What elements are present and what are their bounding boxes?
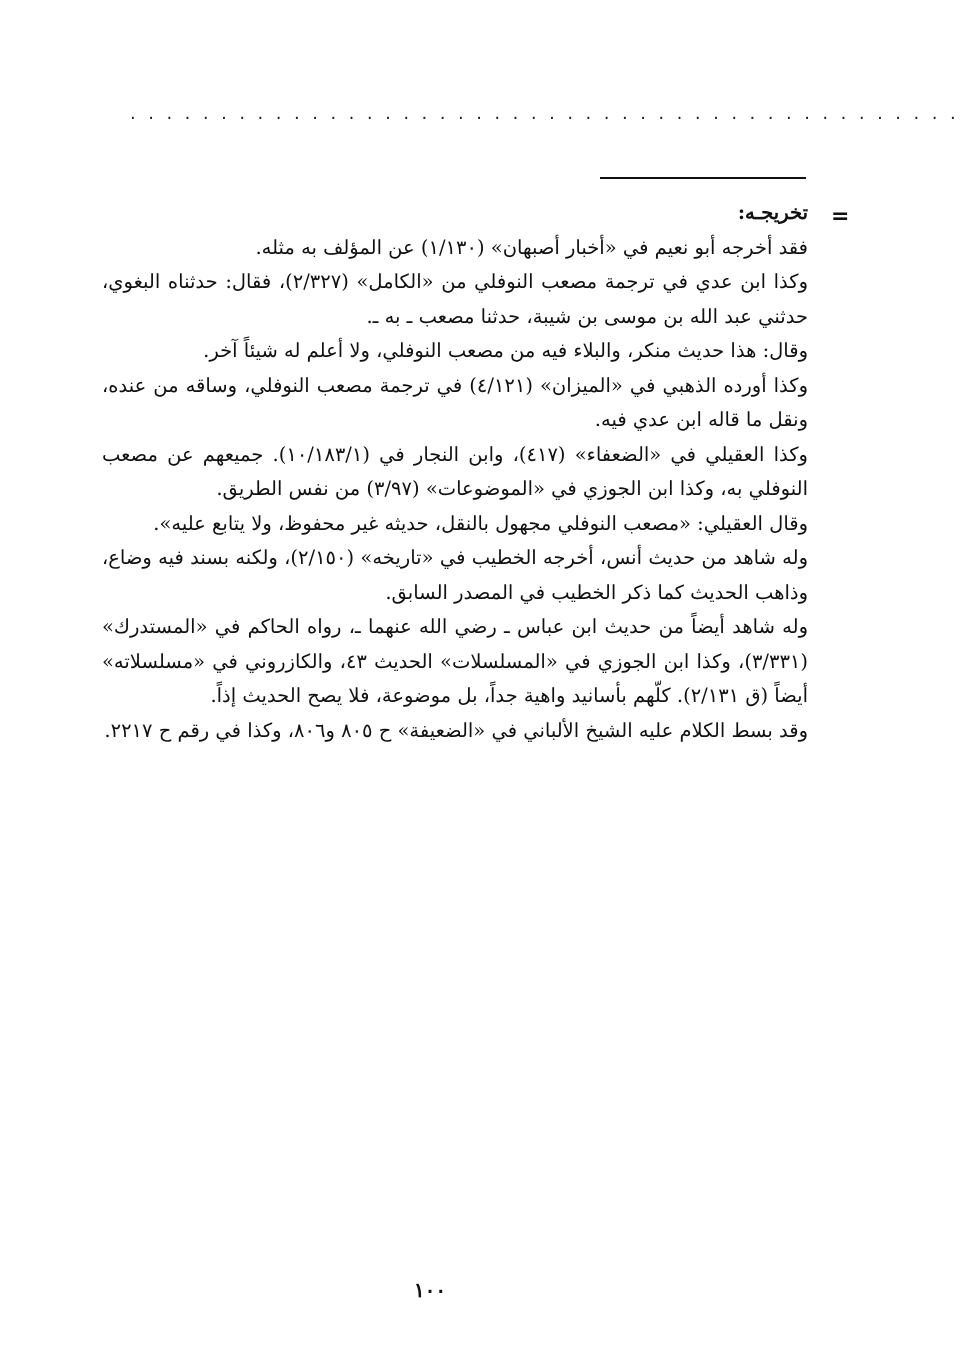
dotted-separator: .............................................. <box>130 103 968 124</box>
paragraph-ibn-adi: وكذا ابن عدي في ترجمة مصعب النوفلي من «الكامل» (٢/٣٢٧)، فقال: حدثناه البغوي، حدثني عبد الله بن موسى بن شيبة، حدثنا مصعب ـ به ـ. <box>102 270 808 328</box>
paragraph-dhahabi: وكذا أورده الذهبي في «الميزان» (٤/١٢١) في ترجمة مصعب النوفلي، وساقه من عنده، ونقل ما قاله ابن عدي فيه. <box>102 373 808 431</box>
paragraph-ibn-adi-verdict: وقال: هذا حديث منكر، والبلاء فيه من مصعب النوفلي، ولا أعلم له شيئاً آخر. <box>203 339 808 362</box>
margin-mark: = <box>831 204 850 229</box>
takhrij-section <box>102 196 808 748</box>
page-number: ١٠٠ <box>413 1278 447 1302</box>
paragraph-anas-witness: وله شاهد من حديث أنس، أخرجه الخطيب في «تاريخه» (٢/١٥٠)، ولكنه بسند فيه وضاع، وذاهب الحديث كما ذكر الخطيب في المصدر السابق. <box>102 546 808 604</box>
paragraph-uqayli-verdict: وقال العقيلي: «مصعب النوفلي مجهول بالنقل، حديثه غير محفوظ، ولا يتابع عليه». <box>153 511 808 535</box>
paragraph-uqayli: وكذا العقيلي في «الضعفاء» (٤١٧)، وابن النجار في (١٠/١٨٣/١). جميعهم عن مصعب النوفلي به، وكذا ابن الجوزي في «الموضوعات» (٣/٩٧) من نفس الطريق. <box>102 442 808 500</box>
section-heading: تخريجـه: <box>737 201 808 224</box>
paragraph-abu-nuaym: فقد أخرجه أبو نعيم في «أخبار أصبهان» (١/١٣٠) عن المؤلف به مثله. <box>255 235 808 259</box>
paragraph-albani: وقد بسط الكلام عليه الشيخ الألباني في «الضعيفة» ح ٨٠٥ و٨٠٦، وكذا في رقم ح ٢٢١٧. <box>104 718 808 742</box>
footnote-rule <box>600 177 806 179</box>
paragraph-ibn-abbas-witness: وله شاهد أيضاً من حديث ابن عباس ـ رضي الله عنهما ـ، رواه الحاكم في «المستدرك» (٣/٣٣١)، وكذا ابن الجوزي في «المسلسلات» الحديث ٤٣، والكازروني في «مسلسلاته» أيضاً (ق ٢/١٣١). كلّهم بأسانيد واهية جداً، بل موضوعة، فلا يصح الحديث إذاً. <box>102 615 809 707</box>
